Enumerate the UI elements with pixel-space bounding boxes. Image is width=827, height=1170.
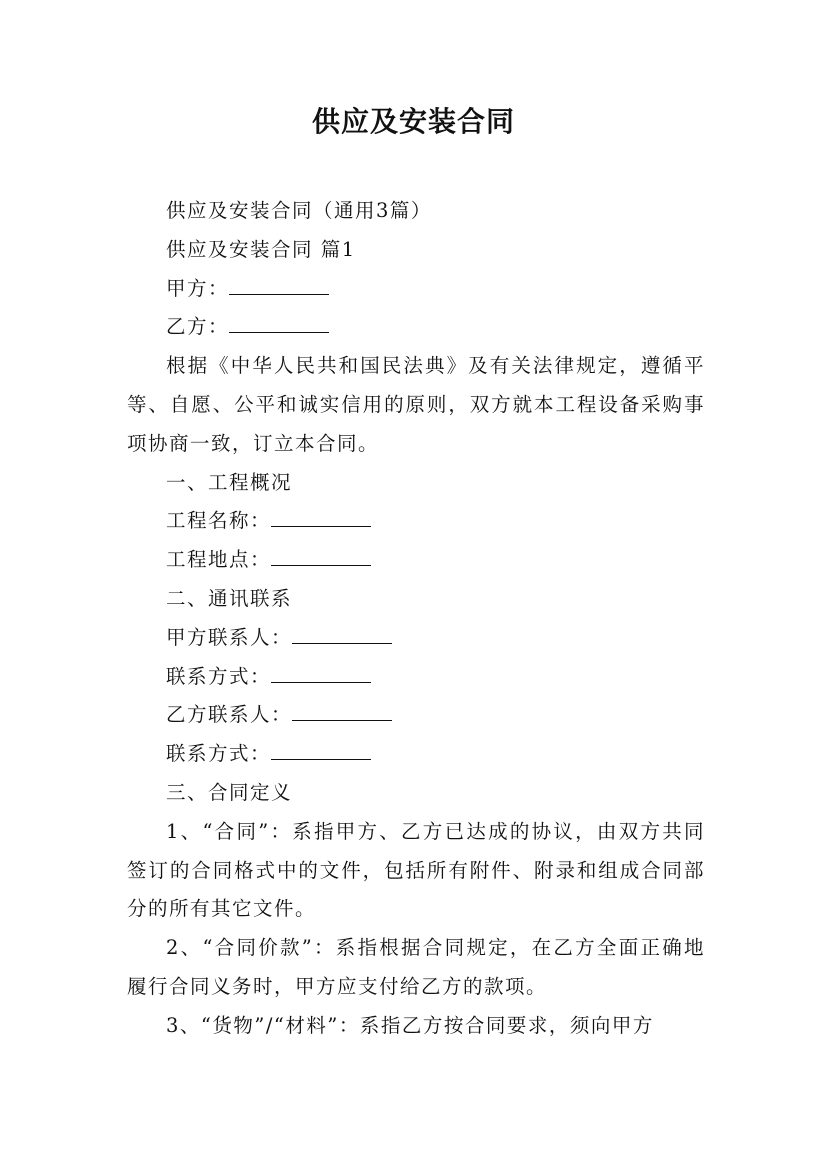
party-b-contact-blank (292, 702, 392, 722)
project-location-line (127, 541, 705, 580)
definition-1: 1、“合同”：系指甲方、乙方已达成的协议，由双方共同签订的合同格式中的文件，包括所有附件、附录和组成合同部分的所有其它文件。 (127, 819, 705, 921)
contact-method-a-blank (271, 663, 371, 683)
party-a-blank (229, 275, 329, 295)
project-location-blank (271, 547, 371, 567)
section-heading-1: 一、工程概况 (166, 470, 293, 494)
party-b-label: 乙方： (166, 315, 230, 339)
contact-method-b-line (127, 735, 705, 774)
contact-method-b-label: 联系方式： (166, 742, 272, 766)
party-a-contact-label: 甲方联系人： (166, 625, 293, 649)
definition-2: 2、“合同价款”：系指根据合同规定，在乙方全面正确地履行合同义务时，甲方应支付给乙方的款项。 (127, 936, 705, 998)
party-b-contact-line (127, 696, 705, 735)
part-heading: 供应及安装合同 篇1 (166, 237, 356, 261)
party-b-blank (229, 314, 329, 334)
project-name-label: 工程名称： (166, 509, 272, 533)
document-title: 供应及安装合同 (311, 105, 515, 138)
document-body (127, 192, 705, 1046)
party-a-line (127, 270, 705, 309)
definition-3: 3、“货物”/“材料”：系指乙方按合同要求，须向甲方 (166, 1013, 654, 1037)
party-b-contact-label: 乙方联系人： (166, 703, 293, 727)
party-a-contact-blank (292, 624, 392, 644)
project-name-line (127, 502, 705, 541)
contact-method-a-label: 联系方式： (166, 664, 272, 688)
project-location-label: 工程地点： (166, 548, 272, 572)
party-b-line (127, 308, 705, 347)
contact-method-b-blank (271, 741, 371, 761)
party-a-label: 甲方： (166, 276, 230, 300)
section-heading-3: 三、合同定义 (166, 780, 293, 804)
document-subtitle: 供应及安装合同（通用3篇） (166, 199, 432, 222)
intro-paragraph: 根据《中华人民共和国民法典》及有关法律规定，遵循平等、自愿、公平和诚实信用的原则，双方就本工程设备采购事项协商一致，订立本合同。 (127, 354, 705, 455)
section-heading-2: 二、通讯联系 (166, 586, 293, 610)
contact-method-a-line (127, 658, 705, 697)
party-a-contact-line (127, 619, 705, 658)
project-name-blank (271, 508, 371, 528)
